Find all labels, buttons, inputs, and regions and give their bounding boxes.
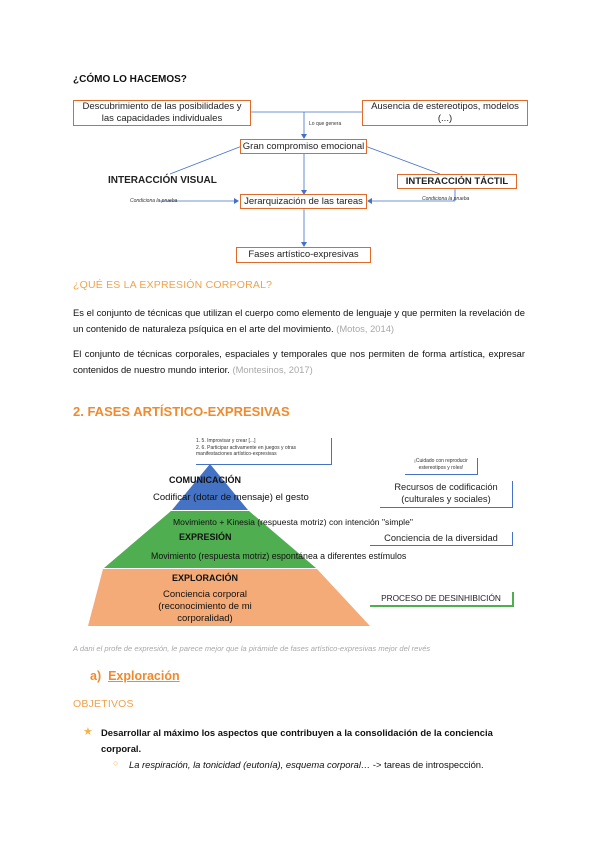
pyramid-label-exploracion: EXPLORACIÓN: [172, 573, 239, 583]
section-heading-fases: 2. FASES ARTÍSTICO-EXPRESIVAS: [73, 404, 290, 419]
side-box-recursos: [380, 481, 513, 508]
citation-motos: (Motos, 2014): [336, 323, 395, 334]
section-heading-que-es: ¿QUÉ ES LA EXPRESIÓN CORPORAL?: [73, 279, 273, 291]
diagram-label-interaccion-visual: INTERACCIÓN VISUAL: [108, 175, 217, 186]
paragraph-definicion-1-text: Es el conjunto de técnicas que utilizan el cuerpo como elemento de lenguaje y que permiten la revelación de un contenido de naturaleza psíquica en el arte del movimiento.: [73, 307, 525, 334]
diagram-label-interaccion-tactil: INTERACCIÓN TÁCTIL: [397, 174, 517, 189]
pyramid-top-layer: [172, 464, 248, 510]
side-note-estereotipos-line1: ¡Cuidado con reproducir: [414, 458, 468, 464]
diagram-small-lo-que-genera: Lo que genera: [309, 121, 342, 127]
subheading-exploracion: [90, 669, 180, 683]
pyramid-text-conciencia-line3: corporalidad): [177, 613, 233, 624]
diagram-box-descubrimiento-line2: las capacidades individuales: [101, 113, 223, 124]
pyramid-text-movimiento-espontaneo: Movimiento (respuesta motriz) espontánea a diferentes estímulos: [151, 551, 407, 561]
bullet-objetivo-1-line2: corporal.: [101, 743, 142, 754]
diagram-box-ausencia-line1: Ausencia de estereotipos, modelos: [371, 101, 519, 112]
caption-piramide: A dani el profe de expresión, le parece mejor que la pirámide de fases artístico-expresivas mejor del revés: [73, 644, 431, 653]
diagram-box-compromiso: Gran compromiso emocional: [240, 139, 367, 154]
bullet-objetivo-1-line1: Desarrollar al máximo los aspectos que contribuyen a la consolidación de la conciencia: [101, 727, 493, 738]
side-box-recursos-line1: Recursos de codificación: [394, 482, 498, 492]
side-note-estereotipos-line2: estereotipos y roles!: [418, 465, 464, 471]
side-box-diversidad: Conciencia de la diversidad: [370, 532, 513, 546]
bullet-objetivo-2-italic: La respiración, la tonicidad (eutonía), esquema corporal…: [129, 759, 371, 770]
pyramid-label-expresion: EXPRESIÓN: [179, 532, 232, 542]
heading-objetivos: OBJETIVOS: [73, 698, 134, 710]
diagram-small-condiciona-left: Condiciona la prueba: [130, 198, 178, 204]
pyramid-text-codificar: Codificar (dotar de mensaje) el gesto: [153, 492, 309, 503]
diagram-box-descubrimiento-line1: Descubrimiento de las posibilidades y: [82, 101, 242, 112]
diagram-box-jerarquizacion: Jerarquización de las tareas: [240, 194, 367, 209]
pyramid-label-comunicacion: COMUNICACIÓN: [169, 475, 241, 485]
note-objectives-line1: 1. 5. Improvisar y crear [...]: [196, 438, 256, 444]
pyramid-text-movimiento-kinesia: Movimiento + Kinesia (respuesta motriz) con intención "simple": [173, 517, 413, 527]
pyramid-text-conciencia-line1: Conciencia corporal: [163, 589, 247, 600]
side-box-recursos-line2: (culturales y sociales): [401, 494, 491, 504]
circle-bullet-icon: ○: [113, 758, 119, 768]
side-box-desinhibicion: PROCESO DE DESINHIBICIÓN: [370, 592, 514, 607]
bullet-objetivo-2: [129, 758, 484, 772]
paragraph-definicion-2-text: El conjunto de técnicas corporales, espaciales y temporales que nos permiten de forma artística, expresar contenidos de nuestro mundo interior.: [73, 348, 525, 375]
diagram-small-condiciona-right: Condiciona la prueba: [422, 196, 470, 202]
subheading-text: Exploración: [108, 669, 180, 683]
subheading-letter: a): [90, 669, 102, 683]
diagram-box-ausencia-line2: (...): [437, 113, 453, 124]
note-objectives-line2: 2. 6. Participar activamente en juegos y otras: [196, 444, 297, 451]
bullet-objetivo-1: [101, 725, 527, 757]
diagram-box-fases: Fases artístico-expresivas: [236, 247, 371, 263]
note-objectives-line3: manifestaciones artístico-expresivas: [196, 451, 277, 457]
bullet-objetivo-2-rest: -> tareas de introspección.: [370, 759, 484, 770]
star-bullet-icon: ★: [83, 726, 93, 738]
pyramid-text-conciencia: [130, 589, 280, 625]
pyramid-text-conciencia-line2: (reconocimiento de mi: [158, 601, 252, 612]
side-note-estereotipos: [405, 458, 478, 475]
citation-montesinos: (Montesinos, 2017): [232, 364, 313, 375]
section-heading-como: ¿CÓMO LO HACEMOS?: [73, 74, 187, 85]
